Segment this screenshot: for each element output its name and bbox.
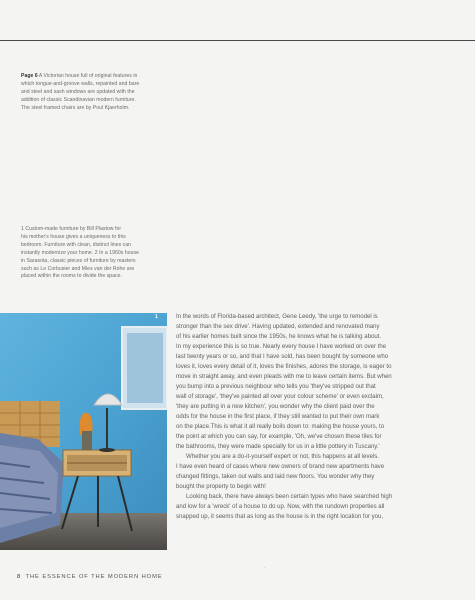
text-line: the point at which you can say, for example, 'Oh, we've chosen these tiles for xyxy=(176,434,382,441)
caption-line: placed within the rooms to divide the space. xyxy=(21,273,123,280)
text-line: the bathrooms, they were made specially for us in a little pottery in Tuscany.' xyxy=(176,444,380,451)
article-body xyxy=(176,312,459,522)
text-line: I have even heard of cases where new owners of brand new apartments have xyxy=(176,464,385,471)
text-line: and low for a 'wreck' of a house to do up. Now, with the rundown properties all xyxy=(176,504,385,511)
page-dot: · xyxy=(264,565,266,571)
bedroom-illustration xyxy=(0,313,167,550)
text-line: In the words of Florida-based architect, Gene Leedy, 'the urge to remodel is xyxy=(176,314,378,320)
page-number: 8 xyxy=(17,574,22,580)
text-line: of his earlier homes built since the 1950s, he knows what he is talking about. xyxy=(176,334,382,341)
paragraph-3 xyxy=(176,492,459,522)
caption-line: and steel and sash windows are updated with the xyxy=(21,88,135,95)
bedroom-photo xyxy=(0,313,167,550)
text-line: move in straight away, and even pleads with me to leave certain items. But when xyxy=(176,374,392,381)
wall-picture xyxy=(127,333,163,403)
text-line: loves it, loves every detail of it, loves the finishes, adores the storage, is eager to xyxy=(176,364,392,371)
caption-line: which tongue-and-groove walls, repainted and bare xyxy=(21,80,140,87)
caption-photos xyxy=(21,226,161,281)
text-line: wall of storage', 'they've painted all over your colour scheme' or even exclaim, xyxy=(176,394,384,401)
caption-line: in Sarasota, classic pieces of furniture by masters xyxy=(21,257,136,264)
text-line: on the place.This is what it all really boils down to: making the house yours, to xyxy=(176,424,385,431)
text-line: odds for the house in the first place, if they still wanted to put their own mark xyxy=(176,414,380,421)
caption-line: bedroom. Furniture with clean, distinct lines can xyxy=(21,241,132,248)
caption-line: addition of classic Scandinavian modern furniture. xyxy=(21,96,136,103)
caption-page-6 xyxy=(21,73,161,113)
caption-line: 1 Custom-made furniture by Bill Plastow for xyxy=(21,226,122,232)
paragraph-2 xyxy=(176,452,459,492)
text-line: snapped up, it seems that as long as the house is in the right location for you, xyxy=(176,514,384,521)
caption-line: instantly modernize your home. 2 In a 1960s house xyxy=(21,249,139,256)
text-line: Whether you are a do-it-yourself expert or not, this happens at all levels. xyxy=(186,454,379,461)
caption-line: such as Le Corbusier and Mies van der Rohe are xyxy=(21,265,135,272)
photo-number: 1 xyxy=(155,314,158,320)
text-line: you bump into a previous neighbour who tells you 'they've stripped out that xyxy=(176,384,376,391)
text-line: bought the property to begin with! xyxy=(176,484,266,491)
caption-line: The steel framed chairs are by Poul Kjaerholm. xyxy=(21,104,130,111)
caption-page-label: Page 6 xyxy=(21,73,38,79)
text-line: stronger than the sex drive'. Having updated, extended and renovated many xyxy=(176,324,380,331)
caption-line: A Victorian house full of original features in xyxy=(38,73,138,79)
page-footer xyxy=(17,574,163,580)
text-line: last twenty years or so, and that I have sold, has been bought by someone who xyxy=(176,354,389,361)
text-line: Looking back, there have always been certain types who have searched high xyxy=(186,494,393,501)
caption-line: his mother's house gives a uniqueness to this xyxy=(21,233,126,240)
text-line: In my experience this is so true. Nearly every house I have worked on over the xyxy=(176,344,387,351)
running-title: THE ESSENCE OF THE MODERN HOME xyxy=(25,574,163,580)
text-line: changed fittings, taken out walls and laid new floors. You wonder why they xyxy=(176,474,375,481)
paragraph-1 xyxy=(176,312,459,452)
text-line: 'they are putting in a new kitchen', you wonder why the client paid over the xyxy=(176,404,375,411)
top-rule xyxy=(0,40,475,41)
